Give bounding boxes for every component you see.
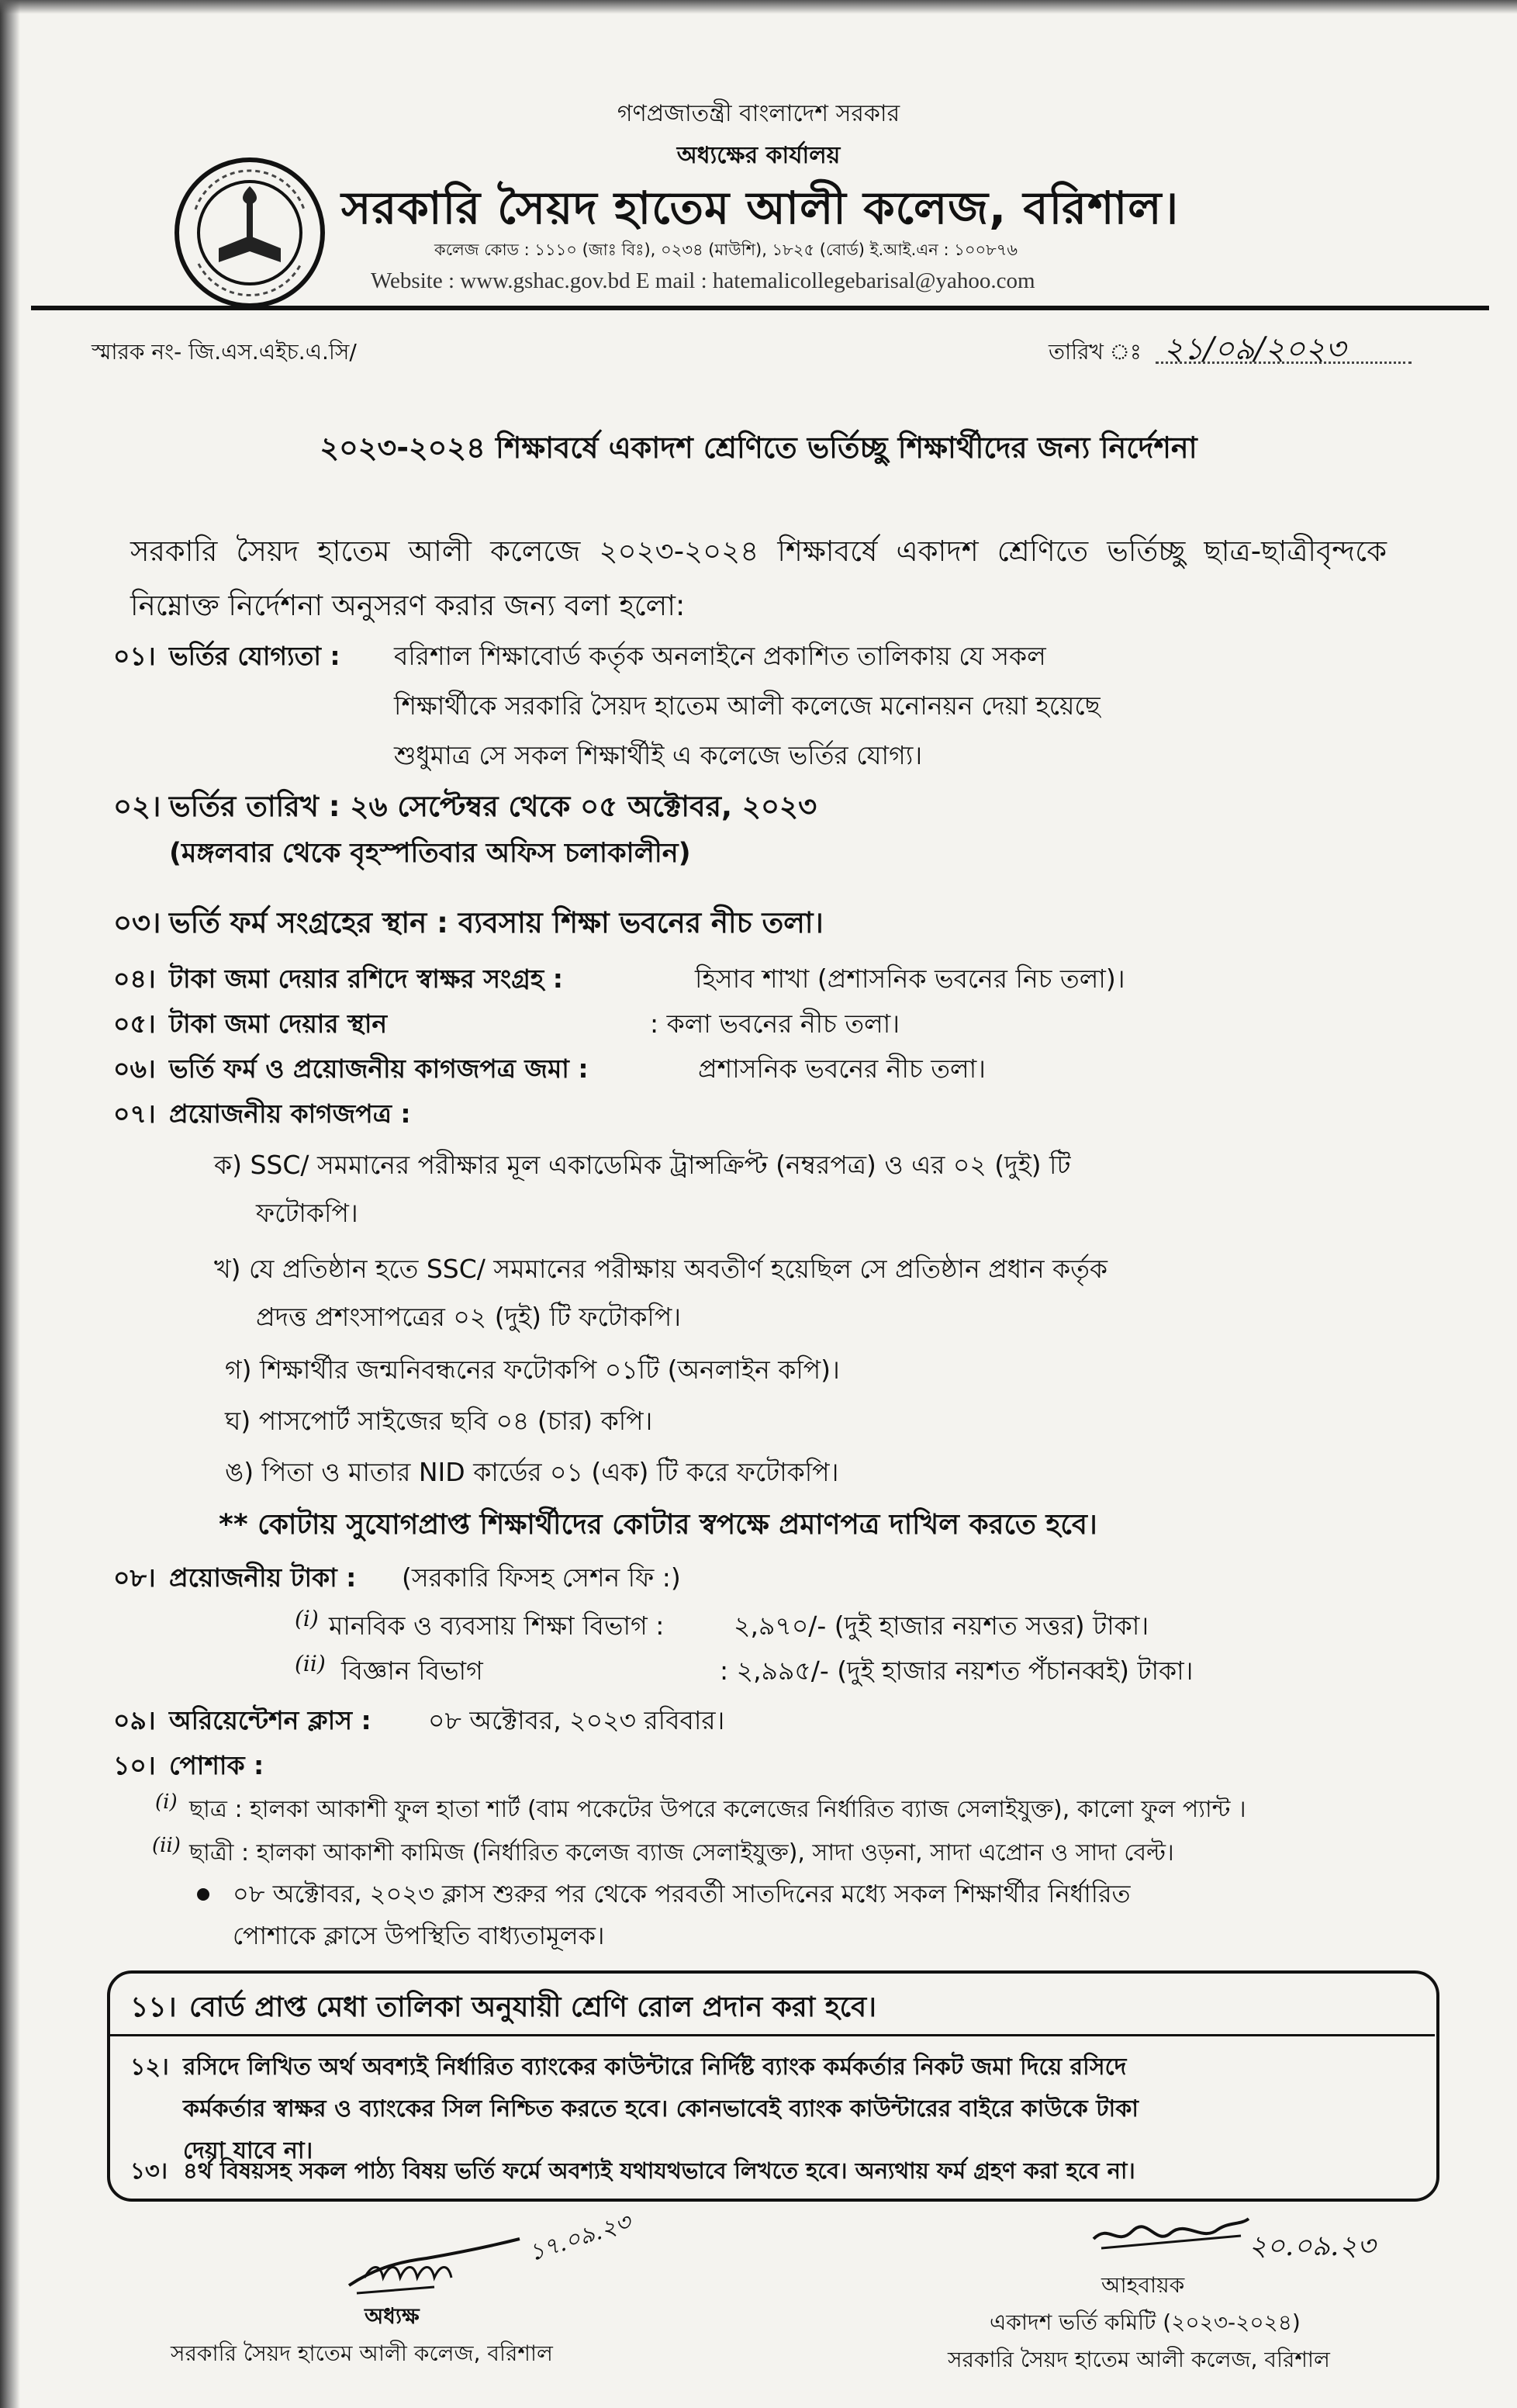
item-03-number: ০৩। (113, 906, 161, 939)
item-10-mark-ii: (ii) (152, 1834, 181, 1857)
college-logo-seal (172, 155, 327, 310)
principal-signature-date: ১৭.০৯.২৩ (525, 2208, 634, 2268)
item-07-a-line1: ক) SSC/ সমমানের পরীক্ষার মূল একাডেমিক ট্রান্সক্রিপ্ট (নম্বরপত্র) ও এর ০২ (দুই) টি (214, 1150, 1071, 1180)
item-05-number: ০৫। (113, 1009, 156, 1039)
item-08-row2-mark: (ii) (295, 1651, 326, 1676)
item-10-boys-uniform: ছাত্র : হালকা আকাশী ফুল হাতা শার্ট (বাম পকেটের উপরে কলেজের নির্ধারিত ব্যাজ সেলাইযুক্ত), কালো ফুল প্যান্ট । (189, 1796, 1246, 1823)
bullet-dot (197, 1888, 209, 1901)
memo-reference: স্মারক নং- জি.এস.এইচ.এ.সি/ (92, 339, 357, 365)
item-07-e: ঙ) পিতা ও মাতার NID কার্ডের ০১ (এক) টি করে ফটোকপি। (225, 1457, 839, 1487)
convener-org: সরকারি সৈয়দ হাতেম আলী কলেজ, বরিশাল (948, 2347, 1330, 2372)
item-08-row2-value: : ২,৯৯৫/- (দুই হাজার নয়শত পঁচানব্বই) টাকা। (720, 1656, 1194, 1686)
item-08-row1-label: মানবিক ও ব্যবসায় শিক্ষা বিভাগ : (329, 1611, 665, 1641)
item-06-label: ভর্তি ফর্ম ও প্রয়োজনীয় কাগজপত্র জমা : (169, 1054, 589, 1084)
item-07-b-line1: খ) যে প্রতিষ্ঠান হতে SSC/ সমমানের পরীক্ষায় অবতীর্ণ হয়েছিল সে প্রতিষ্ঠান প্রধান কর্তৃক (214, 1254, 1108, 1284)
item-05-label: টাকা জমা দেয়ার স্থান (169, 1009, 388, 1039)
date-label: তারিখ ঃ (1049, 339, 1142, 365)
box-divider (109, 2034, 1435, 2036)
item-09-label: অরিয়েন্টেশন ক্লাস : (169, 1705, 371, 1735)
item-07-b-line2: প্রদত্ত প্রশংসাপত্রের ০২ (দুই) টি ফটোকপি। (256, 1302, 682, 1332)
convener-title: আহবায়ক (1101, 2272, 1185, 2298)
item-05-value: : কলা ভবনের নীচ তলা। (650, 1009, 900, 1039)
item-12-line2: কর্মকর্তার স্বাক্ষর ও ব্যাংকের সিল নিশ্চিত করতে হবে। কোনভাবেই ব্যাংক কাউন্টারের বাইরে কাউকে টাকা (183, 2095, 1139, 2123)
item-03-text: ভর্তি ফর্ম সংগ্রহের স্থান : ব্যবসায় শিক্ষা ভবনের নীচ তলা। (169, 906, 824, 939)
convener-signature-scribble (1086, 2208, 1256, 2262)
college-codes: কলেজ কোড : ১১১০ (জাঃ বিঃ), ০২৩৪ (মাউশি), ১৮২৫ (বোর্ড) ই.আই.এন : ১০০৮৭৬ (434, 240, 1018, 259)
item-06-value: প্রশাসনিক ভবনের নীচ তলা। (698, 1054, 986, 1084)
item-10-bullet-line2: পোশাকে ক্লাসে উপস্থিতি বাধ্যতামূলক। (233, 1921, 605, 1950)
item-08-label: প্রয়োজনীয় টাকা : (169, 1562, 357, 1593)
item-01-line3: শুধুমাত্র সে সকল শিক্ষার্থীই এ কলেজে ভর্তির যোগ্য। (394, 740, 923, 770)
item-02-sub: (মঙ্গলবার থেকে বৃহস্পতিবার অফিস চলাকালীন) (169, 838, 691, 869)
notice-intro: সরকারি সৈয়দ হাতেম আলী কলেজে ২০২৩-২০২৪ শিক্ষাবর্ষে একাদশ শ্রেণিতে ভর্তিচ্ছু ছাত্র-ছাত্রীবৃন্দকে নিম্নোক্ত নির্দেশনা অনুসরণ করার জন্য বলা হলো: (130, 535, 1387, 622)
item-06-number: ০৬। (113, 1054, 156, 1084)
item-12-line1: রসিদে লিখিত অর্থ অবশ্যই নির্ধারিত ব্যাংকের কাউন্টারে নির্দিষ্ট ব্যাংক কর্মকর্তার নিকট জমা দিয়ে রসিদে (183, 2053, 1127, 2081)
item-12-number: ১২। (130, 2053, 169, 2081)
item-04-number: ০৪। (113, 964, 156, 994)
item-08-row2-label: বিজ্ঞান বিভাগ (341, 1656, 483, 1686)
header-rule (31, 306, 1489, 310)
notice-title: ২০২৩-২০২৪ শিক্ষাবর্ষে একাদশ শ্রেণিতে ভর্তিচ্ছু শিক্ষার্থীদের জন্য নির্দেশনা (320, 431, 1197, 465)
item-08-paren: (সরকারি ফিসহ সেশন ফি :) (402, 1562, 681, 1593)
item-12-line3: দেয়া যাবে না। (183, 2137, 313, 2164)
principal-title: অধ্যক্ষ (365, 2303, 420, 2329)
item-07-number: ০৭। (113, 1098, 156, 1129)
item-01-number: ০১। (113, 641, 156, 671)
item-10-girls-uniform: ছাত্রী : হালকা আকাশী কামিজ (নির্ধারিত কলেজ ব্যাজ সেলাইযুক্ত), সাদা ওড়না, সাদা এপ্রোন ও সাদা বেল্ট। (189, 1839, 1174, 1867)
item-09-number: ০৯। (113, 1705, 156, 1735)
item-01-line1: বরিশাল শিক্ষাবোর্ড কর্তৃক অনলাইনে প্রকাশিত তালিকায় যে সকল (394, 641, 1046, 671)
item-07-d: ঘ) পাসপোর্ট সাইজের ছবি ০৪ (চার) কপি। (225, 1406, 653, 1436)
item-13-number: ১৩। (130, 2157, 168, 2184)
item-02-number: ০২। (113, 790, 161, 823)
item-09-value: ০৮ অক্টোবর, ২০২৩ রবিবার। (428, 1705, 725, 1735)
item-11-text: বোর্ড প্রাপ্ত মেধা তালিকা অনুযায়ী শ্রেণি রোল প্রদান করা হবে। (189, 1991, 876, 2023)
item-04-label: টাকা জমা দেয়ার রশিদে স্বাক্ষর সংগ্রহ : (169, 964, 563, 994)
item-01-label: ভর্তির যোগ্যতা : (169, 641, 340, 671)
item-10-mark-i: (i) (155, 1790, 178, 1814)
principal-org: সরকারি সৈয়দ হাতেম আলী কলেজ, বরিশাল (171, 2341, 553, 2366)
item-10-number: ১০। (113, 1750, 156, 1780)
college-name: সরকারি সৈয়দ হাতেম আলী কলেজ, বরিশাল। (341, 182, 1180, 234)
item-07-c: গ) শিক্ষার্থীর জন্মনিবন্ধনের ফটোকপি ০১টি (অনলাইন কপি)। (225, 1354, 840, 1385)
item-04-value: হিসাব শাখা (প্রশাসনিক ভবনের নিচ তলা)। (695, 964, 1125, 994)
date-dotted-line (1156, 362, 1412, 364)
date-value-handwritten: ২১/০৯/২০২৩ (1163, 331, 1346, 367)
government-name: গণপ্রজাতন্ত্রী বাংলাদেশ সরকার (617, 100, 900, 127)
scan-edge-shadow-top (0, 0, 1517, 14)
website-email-line: Website : www.gshac.gov.bd E mail : hatemalicollegebarisal@yahoo.com (371, 268, 1035, 293)
item-10-bullet-line1: ০৮ অক্টোবর, ২০২৩ ক্লাস শুরুর পর থেকে পরবর্তী সাতদিনের মধ্যে সকল শিক্ষার্থীর নির্ধারিত (233, 1879, 1131, 1908)
item-08-row1-mark: (i) (295, 1606, 319, 1631)
admission-committee: একাদশ ভর্তি কমিটি (২০২৩-২০২৪) (990, 2309, 1301, 2335)
item-07-a-line2: ফটোকপি। (256, 1198, 358, 1228)
item-02-text: ভর্তির তারিখ : ২৬ সেপ্টেম্বর থেকে ০৫ অক্টোবর, ২০২৩ (169, 790, 817, 823)
principal-signature-scribble (341, 2216, 543, 2301)
scan-edge-shadow (0, 0, 20, 2408)
office-name: অধ্যক্ষের কার্যালয় (676, 142, 841, 169)
item-11-number: ১১। (130, 1991, 177, 2023)
item-08-row1-value: ২,৯৭০/- (দুই হাজার নয়শত সত্তর) টাকা। (734, 1611, 1149, 1641)
item-13-text: ৪র্থ বিষয়সহ সকল পাঠ্য বিষয় ভর্তি ফর্মে অবশ্যই যথাযথভাবে লিখতে হবে। অন্যথায় ফর্ম গ্রহণ করা হবে না। (183, 2157, 1135, 2184)
item-07-label: প্রয়োজনীয় কাগজপত্র : (169, 1098, 411, 1129)
item-07-quota-note: ** কোটায় সুযোগপ্রাপ্ত শিক্ষার্থীদের কোটার স্বপক্ষে প্রমাণপত্র দাখিল করতে হবে। (219, 1509, 1097, 1541)
item-01-line2: শিক্ষার্থীকে সরকারি সৈয়দ হাতেম আলী কলেজে মনোনয়ন দেয়া হয়েছে (394, 690, 1101, 721)
item-10-label: পোশাক : (169, 1750, 264, 1780)
item-08-number: ০৮। (113, 1562, 156, 1593)
convener-signature-date: ২০.০৯.২৩ (1249, 2230, 1376, 2262)
